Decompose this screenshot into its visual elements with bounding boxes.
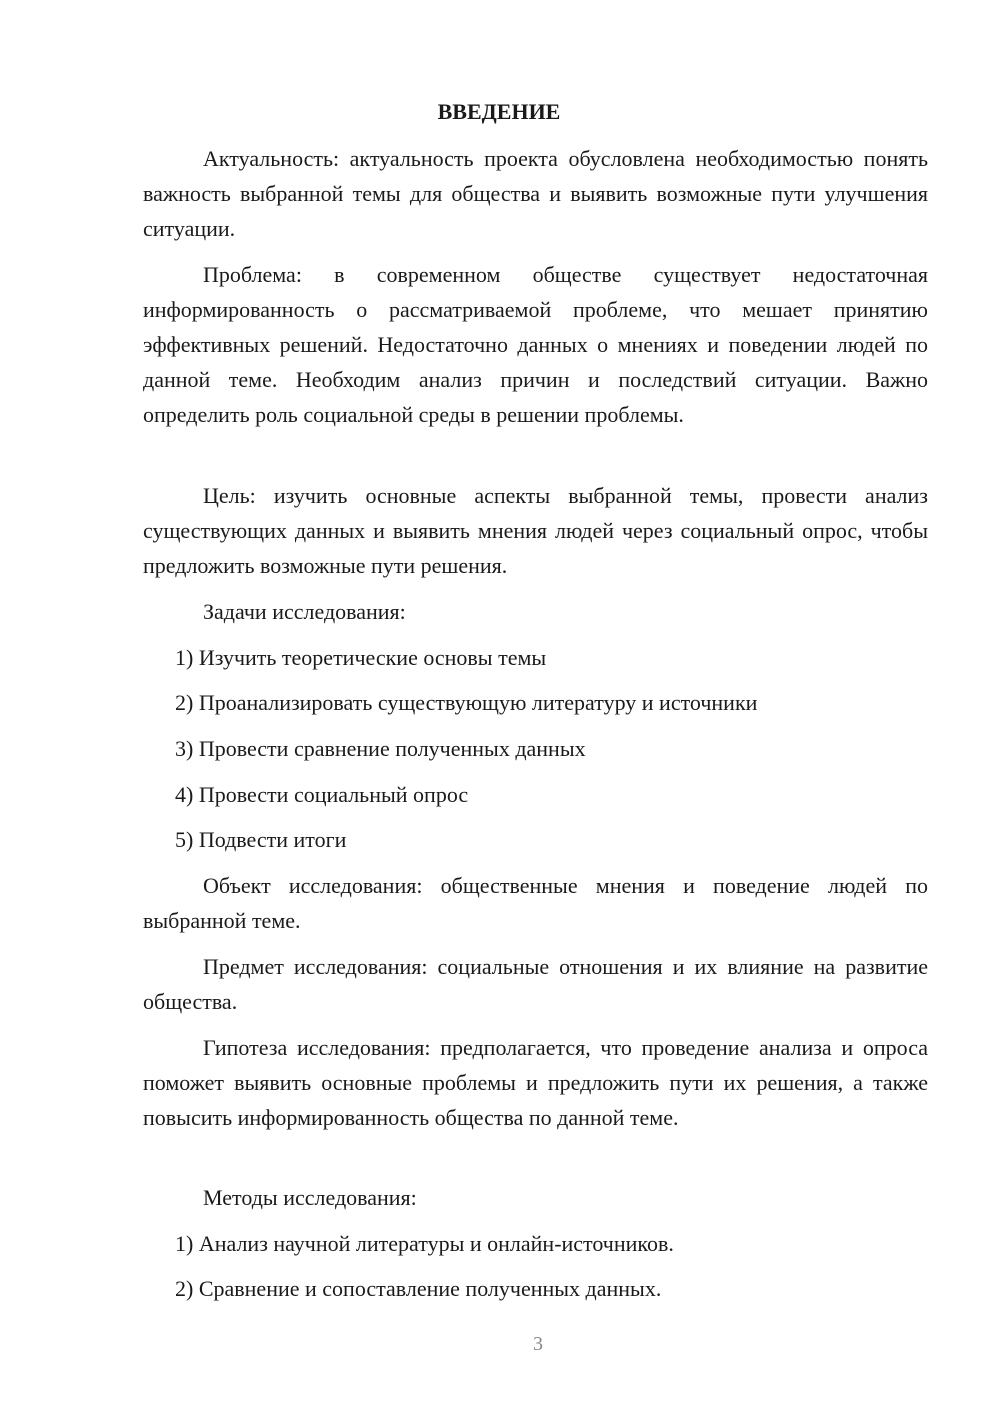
object-paragraph: Объект исследования: общественные мнения и поведение людей по выбранной теме. (143, 873, 928, 933)
task-item: 3) Провести сравнение полученных данных (175, 736, 586, 761)
task-item: 4) Провести социальный опрос (175, 782, 469, 807)
subject-paragraph: Предмет исследования: социальные отношения и их влияние на развитие общества. (143, 954, 928, 1014)
heading-text: ВВЕДЕНИЕ (437, 99, 561, 124)
task-item: 2) Проанализировать существующую литературу и источники (175, 690, 758, 715)
methods-title: Методы исследования: (203, 1185, 417, 1210)
method-item: 1) Анализ научной литературы и онлайн-источников. (175, 1231, 674, 1256)
task-item: 5) Подвести итоги (175, 827, 347, 852)
relevance-paragraph: Актуальность: актуальность проекта обусловлена необходимостью понять важность выбранной темы для общества и выявить возможные пути улучшения ситуации. (143, 146, 928, 241)
task-item: 1) Изучить теоретические основы темы (175, 645, 547, 670)
problem-paragraph: Проблема: в современном обществе существует недостаточная информированность о рассматриваемой проблеме, что мешает принятию эффективных решений. Недостаточно данных о мнениях и поведении людей по данной теме. Необходим анализ причин и последствий ситуации. Важно определить роль социальной среды в решении проблемы. (143, 262, 928, 427)
document-page (143, 0, 928, 1414)
page-number: 3 (533, 1333, 543, 1355)
section-heading (143, 97, 928, 127)
tasks-title: Задачи исследования: (203, 599, 406, 624)
hypothesis-paragraph: Гипотеза исследования: предполагается, что проведение анализа и опроса поможет выявить основные проблемы и предложить пути их решения, а также повысить информированность общества по данной теме. (143, 1035, 928, 1130)
goal-paragraph: Цель: изучить основные аспекты выбранной темы, провести анализ существующих данных и выявить мнения людей через социальный опрос, чтобы предложить возможные пути решения. (143, 483, 928, 578)
method-item: 2) Сравнение и сопоставление полученных данных. (175, 1276, 662, 1301)
